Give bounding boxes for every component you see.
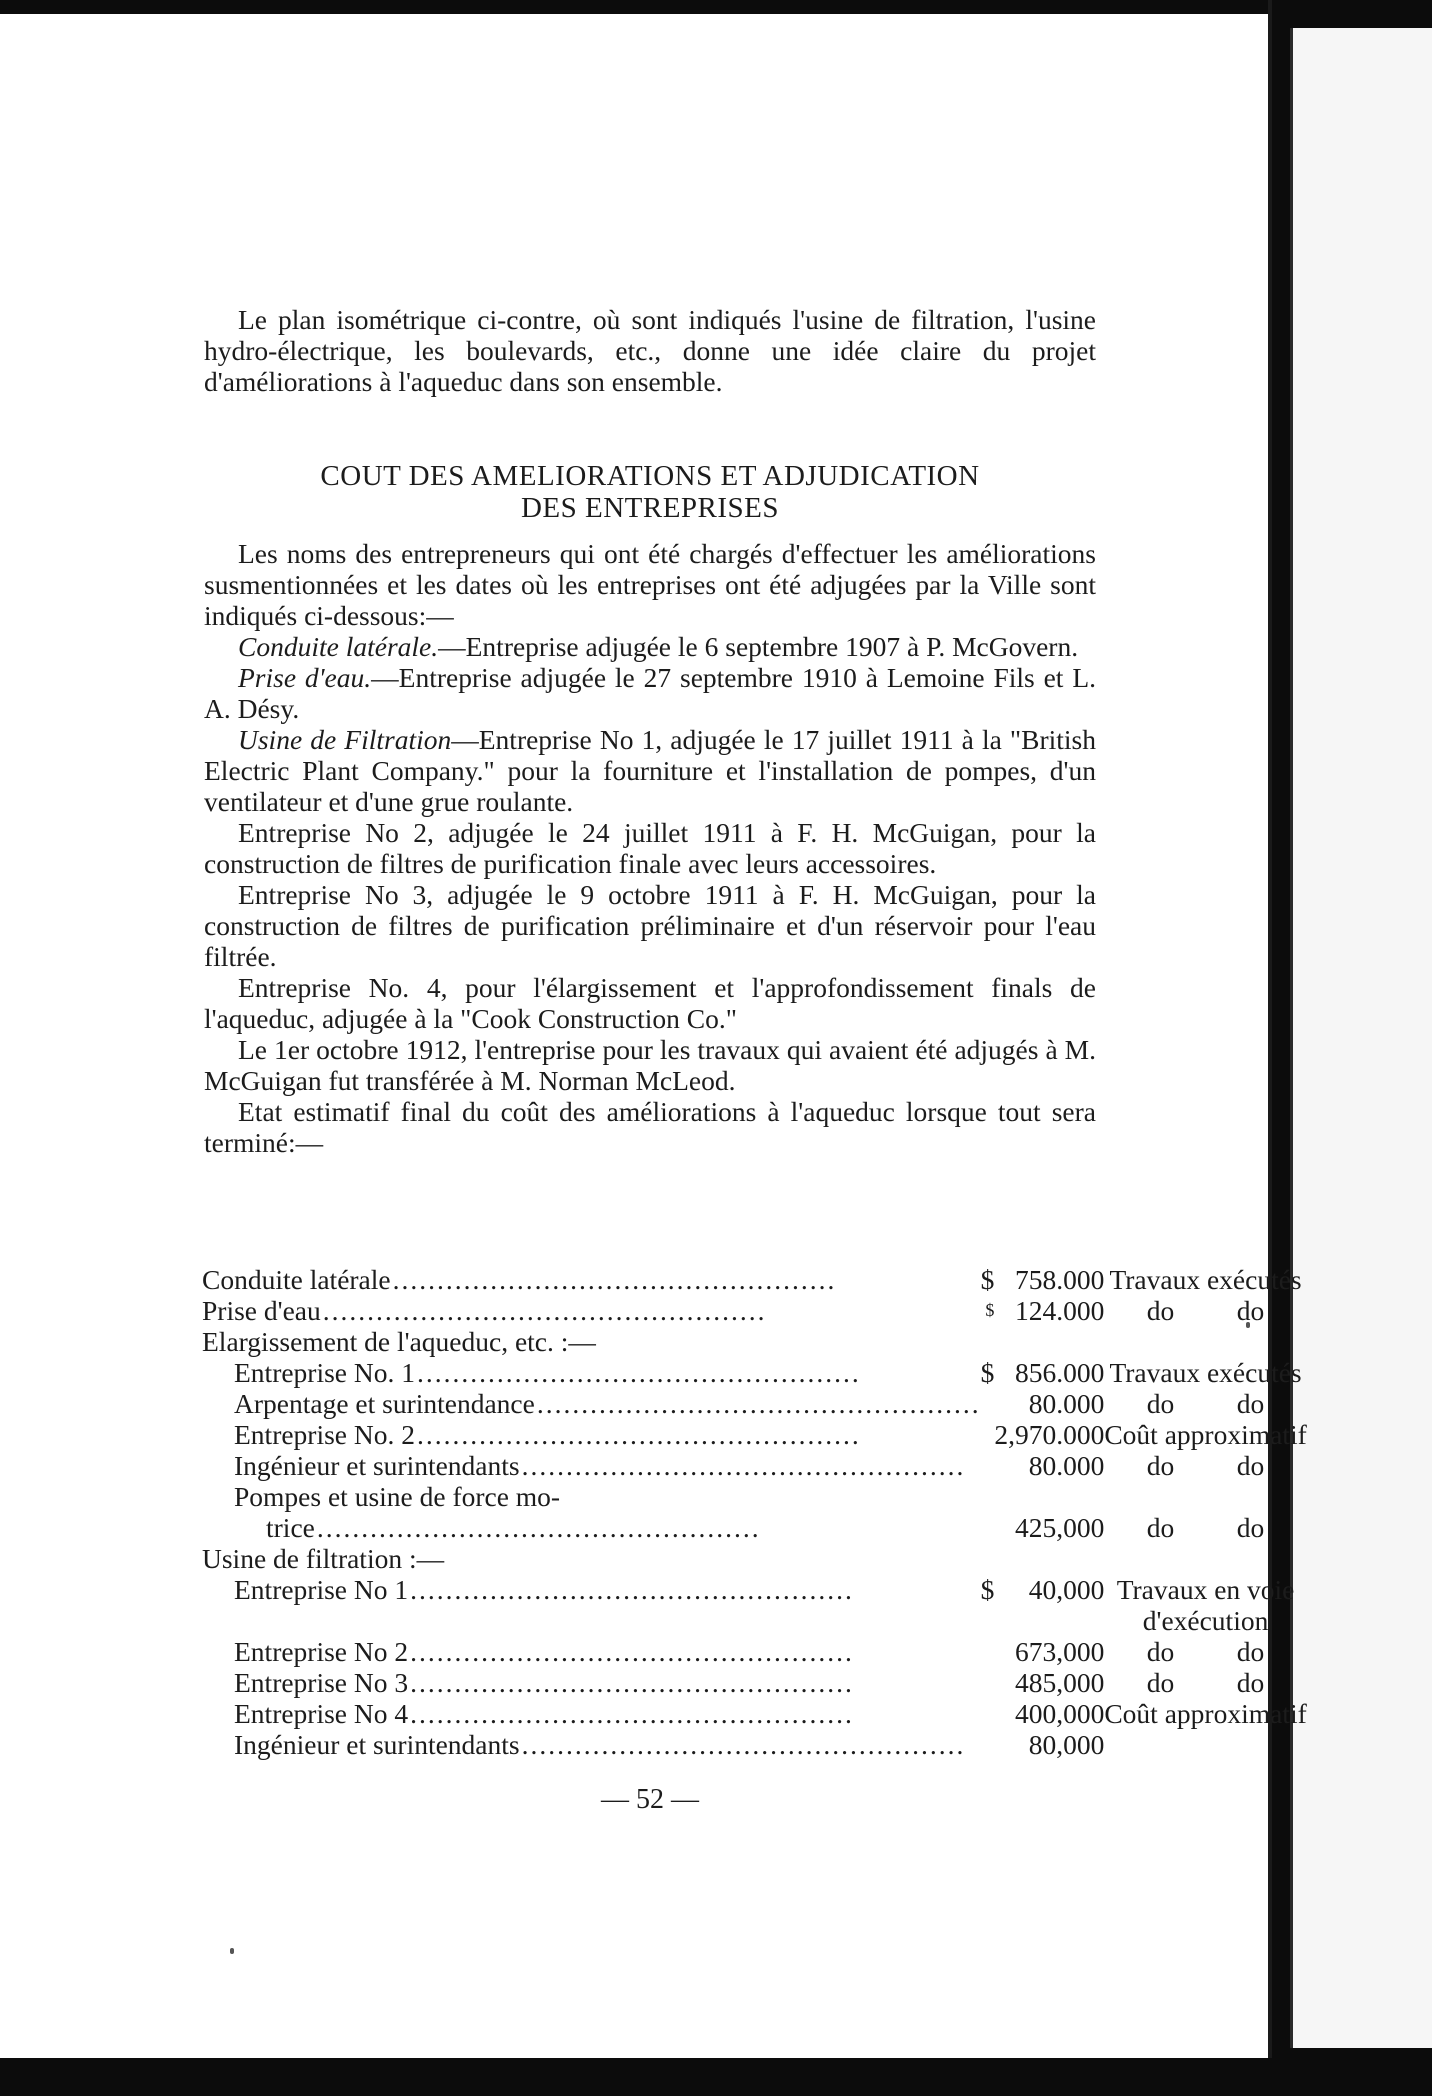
table-row <box>202 1698 1307 1729</box>
paragraph-text: —Entreprise No 1, adjugée le 17 juillet 1911 à la "British Electric Plant Company." pour la fourniture et l'installation de pompes, d'un ventilateur et d'une grue roulante. <box>204 724 1096 817</box>
intro-block <box>204 304 1096 397</box>
remark: Coût approximatif <box>1104 1419 1307 1450</box>
heading-line-1: COUT DES AMELIORATIONS ET ADJUDICATION <box>320 460 980 492</box>
paragraph-lead: Conduite latérale. <box>238 631 439 662</box>
currency: $ <box>980 1574 995 1605</box>
row-label: Entreprise No 3.................................................. <box>234 1667 854 1698</box>
facing-page-edge <box>1290 28 1432 2048</box>
body-paragraph <box>204 631 1096 662</box>
group-label: Elargissement de l'aqueduc, etc. :— <box>202 1326 596 1357</box>
row-label: Entreprise No. 2.................................................. <box>234 1419 861 1450</box>
row-label: Conduite latérale.................................................. <box>202 1264 837 1295</box>
row-label: Entreprise No 2.................................................. <box>234 1636 854 1667</box>
amount: 124.000 <box>1014 1295 1105 1326</box>
table-row <box>202 1357 1307 1388</box>
currency <box>981 1636 995 1667</box>
currency: $ <box>980 1264 995 1295</box>
currency <box>981 1729 995 1760</box>
scan-bottom-border <box>0 2058 1432 2096</box>
paragraph-text: —Entreprise adjugée le 6 septembre 1907 à P. McGovern. <box>438 631 1079 662</box>
row-label: Ingénieur et surintendants.................................................. <box>234 1450 966 1481</box>
remark: do do <box>1146 1667 1265 1698</box>
row-label: trice.................................................. <box>266 1512 761 1543</box>
table-row <box>202 1481 1307 1512</box>
currency <box>981 1388 995 1419</box>
paragraph-lead: Usine de Filtration <box>238 724 452 755</box>
row-label: Entreprise No 4.................................................. <box>234 1698 854 1729</box>
row-label: Entreprise No 1.................................................. <box>234 1574 854 1605</box>
amount: 425,000 <box>1014 1512 1105 1543</box>
book-gutter <box>1268 0 1272 2096</box>
paragraph-text: —Entreprise adjugée le 27 septembre 1910 à Lemoine Fils et L. A. Désy. <box>204 662 1096 724</box>
currency <box>981 1512 995 1543</box>
body-paragraph: Les noms des entrepreneurs qui ont été chargés d'effectuer les améliorations susmentionnées et les dates où les entreprises ont été adjugées par la Ville sont indiqués ci-dessous:— <box>204 538 1096 631</box>
amount: 758.000 <box>1014 1264 1105 1295</box>
row-label: Entreprise No. 1.................................................. <box>234 1357 861 1388</box>
currency <box>981 1419 995 1450</box>
table-row <box>202 1512 1307 1543</box>
remark: Travaux en voie <box>1116 1574 1295 1605</box>
table-row <box>202 1636 1307 1667</box>
table-row <box>202 1729 1307 1760</box>
table-row <box>202 1295 1307 1326</box>
page-number: — 52 — <box>601 1784 699 1815</box>
amount: 80,000 <box>1028 1729 1105 1760</box>
body-paragraph: Etat estimatif final du coût des améliorations à l'aqueduc lorsque tout sera terminé:— <box>204 1096 1096 1158</box>
amount: 485,000 <box>1014 1667 1105 1698</box>
remark: Travaux exécutés <box>1109 1357 1302 1388</box>
amount: 80.000 <box>1028 1388 1105 1419</box>
remark: do do <box>1146 1388 1265 1419</box>
row-label: Ingénieur et surintendants.................................................. <box>234 1729 966 1760</box>
body-paragraph <box>204 724 1096 817</box>
amount: 40,000 <box>1028 1574 1105 1605</box>
currency: $ <box>980 1357 995 1388</box>
currency <box>981 1667 995 1698</box>
table-group-header <box>202 1326 1307 1357</box>
row-label: Arpentage et surintendance.................................................. <box>234 1388 981 1419</box>
amount: 400,000 <box>1014 1698 1105 1729</box>
table-row <box>202 1264 1307 1295</box>
heading-line-2: DES ENTREPRISES <box>520 492 780 524</box>
intro-paragraph: Le plan isométrique ci-contre, où sont indiqués l'usine de filtration, l'usine hydro-électrique, les boulevards, etc., donne une idée claire du projet d'améliorations à l'aqueduc dans son ensemble. <box>204 304 1096 397</box>
scan-speck <box>230 1948 234 1954</box>
remark: do do <box>1146 1636 1265 1667</box>
table-row <box>202 1419 1307 1450</box>
remark: Travaux exécutés <box>1109 1264 1302 1295</box>
paragraph-lead: Prise d'eau. <box>238 662 372 693</box>
table-row <box>202 1605 1307 1636</box>
table-row <box>202 1574 1307 1605</box>
remark: Coût approximatif <box>1104 1698 1307 1729</box>
row-label: Prise d'eau.................................................. <box>202 1295 767 1326</box>
section-heading <box>204 460 1096 524</box>
group-label: Usine de filtration :— <box>202 1543 445 1574</box>
body-paragraph <box>204 662 1096 724</box>
table-group-header <box>202 1543 1307 1574</box>
remark: do do <box>1146 1512 1265 1543</box>
scan-top-border <box>0 0 1432 14</box>
body-paragraph: Le 1er octobre 1912, l'entreprise pour les travaux qui avaient été adjugés à M. McGuigan fut transférée à M. Norman McLeod. <box>204 1034 1096 1096</box>
remark: do do <box>1146 1450 1265 1481</box>
currency <box>981 1698 995 1729</box>
body-paragraph: Entreprise No. 4, pour l'élargissement et l'approfondissement finals de l'aqueduc, adjugée à la "Cook Construction Co." <box>204 972 1096 1034</box>
row-label: Pompes et usine de force mo- <box>234 1481 561 1512</box>
amount: 673,000 <box>1014 1636 1105 1667</box>
body-paragraph: Entreprise No 3, adjugée le 9 octobre 1911 à F. H. McGuigan, pour la construction de filtres de purification préliminaire et d'un réservoir pour l'eau filtrée. <box>204 879 1096 972</box>
table-row <box>202 1667 1307 1698</box>
body-paragraph: Entreprise No 2, adjugée le 24 juillet 1911 à F. H. McGuigan, pour la construction de filtres de purification finale avec leurs accessoires. <box>204 817 1096 879</box>
table-row <box>202 1388 1307 1419</box>
cost-estimate-table <box>202 1264 1307 1760</box>
currency <box>981 1450 995 1481</box>
currency: $ <box>985 1300 995 1320</box>
amount: 856.000 <box>1014 1357 1105 1388</box>
amount: 2,970.000 <box>994 1419 1105 1450</box>
body-block <box>204 538 1096 1158</box>
amount: 80.000 <box>1028 1450 1105 1481</box>
remark: d'exécution <box>1142 1605 1269 1636</box>
table-row <box>202 1450 1307 1481</box>
remark: do do <box>1146 1295 1265 1326</box>
